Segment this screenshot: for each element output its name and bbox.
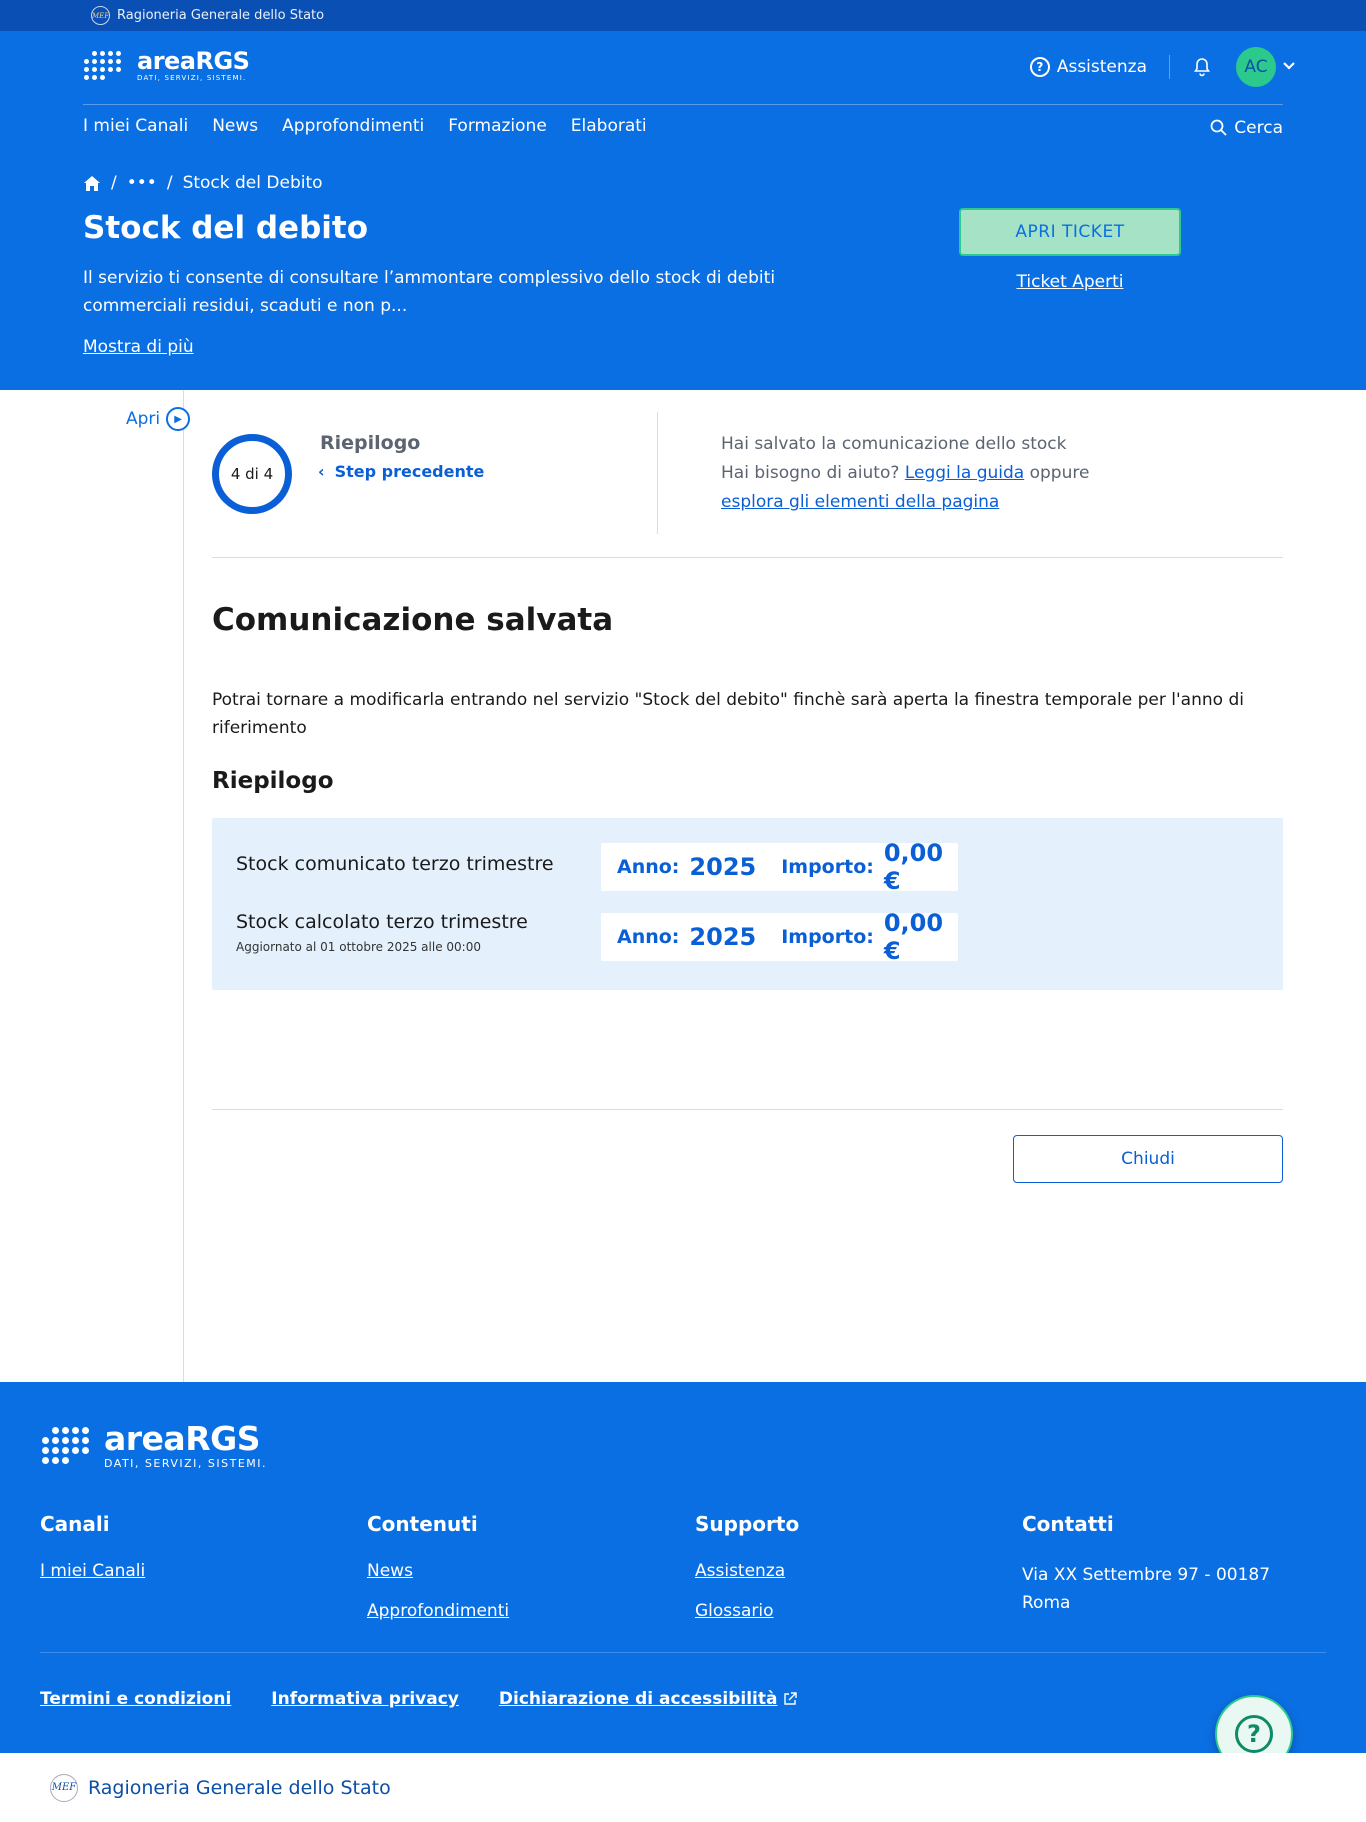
search-label: Cerca bbox=[1234, 118, 1283, 138]
step-progress-ring: 4 di 4 bbox=[212, 434, 292, 514]
anno-value: 2025 bbox=[689, 923, 757, 951]
summary-row bbox=[236, 911, 528, 954]
guide-link[interactable]: Leggi la guida bbox=[904, 463, 1025, 483]
terms-link[interactable]: Termini e condizioni bbox=[40, 1689, 232, 1709]
row-label: Stock comunicato terzo trimestre bbox=[236, 853, 554, 875]
open-ticket-button[interactable]: APRI TICKET bbox=[959, 208, 1181, 256]
footer-link-assistenza[interactable]: Assistenza bbox=[695, 1561, 786, 1581]
info-or-text: oppure bbox=[1029, 463, 1090, 483]
footer-col-title: Contatti bbox=[1022, 1512, 1114, 1536]
page-description: Il servizio ti consente di consultare l’ammontare complessivo dello stock di debiti commerciali residui, scaduti e non p... bbox=[83, 268, 776, 316]
brand-word: areaRGS bbox=[137, 47, 250, 75]
footer-col-supporto bbox=[695, 1512, 799, 1641]
main-nav bbox=[83, 116, 647, 136]
brand-logo[interactable] bbox=[83, 49, 249, 82]
summary-row bbox=[236, 853, 554, 875]
explore-page-link[interactable]: esplora gli elementi della pagina bbox=[721, 492, 1000, 512]
nav-item-canali[interactable]: I miei Canali bbox=[83, 116, 189, 136]
footer-link-canali[interactable]: I miei Canali bbox=[40, 1561, 146, 1581]
nav-item-news[interactable]: News bbox=[212, 116, 259, 136]
divider bbox=[657, 412, 658, 534]
brand-tagline: DATI, SERVIZI, SISTEMI. bbox=[104, 1457, 268, 1470]
footer-address: Via XX Settembre 97 - 00187 Roma bbox=[1022, 1565, 1271, 1613]
previous-step-button[interactable] bbox=[318, 462, 484, 481]
footer-link-glossario[interactable]: Glossario bbox=[695, 1601, 774, 1621]
close-button[interactable]: Chiudi bbox=[1013, 1135, 1283, 1183]
breadcrumb-current: Stock del Debito bbox=[182, 173, 323, 193]
footer-col-contatti bbox=[1022, 1512, 1302, 1617]
show-more-link[interactable]: Mostra di più bbox=[83, 337, 194, 357]
importo-label: Importo: bbox=[781, 926, 874, 948]
question-icon: ? bbox=[1235, 1715, 1273, 1753]
nav-item-approfondimenti[interactable]: Approfondimenti bbox=[282, 116, 425, 136]
dots-logo-icon bbox=[40, 1426, 90, 1466]
footer-logo[interactable] bbox=[40, 1419, 268, 1470]
search-button[interactable] bbox=[1210, 118, 1283, 138]
header-divider bbox=[83, 104, 1283, 105]
anno-label: Anno: bbox=[617, 926, 680, 948]
site-header bbox=[0, 31, 1366, 390]
previous-step-label: Step precedente bbox=[334, 462, 485, 481]
footer-col-contenuti bbox=[367, 1512, 509, 1641]
external-link-icon bbox=[783, 1692, 797, 1706]
home-icon[interactable] bbox=[83, 175, 101, 192]
footer-col-canali bbox=[40, 1512, 145, 1601]
footer-col-title: Contenuti bbox=[367, 1512, 478, 1536]
sidebar-border bbox=[183, 390, 184, 1382]
org-name: Ragioneria Generale dello Stato bbox=[117, 8, 325, 23]
footer-legal bbox=[40, 1689, 797, 1709]
divider bbox=[212, 557, 1283, 558]
bottom-org-name: Ragioneria Generale dello Stato bbox=[88, 1776, 391, 1799]
help-circle-icon: ? bbox=[1030, 57, 1050, 77]
info-help-text: Hai bisogno di aiuto? bbox=[721, 463, 900, 483]
bottom-bar bbox=[0, 1753, 1366, 1822]
divider bbox=[1169, 55, 1170, 79]
nav-item-formazione[interactable]: Formazione bbox=[448, 116, 547, 136]
anno-value: 2025 bbox=[689, 853, 757, 881]
breadcrumb-ellipsis[interactable]: ••• bbox=[126, 173, 157, 193]
chevron-left-icon: ‹ bbox=[318, 462, 325, 481]
mef-logo-icon: MEF bbox=[50, 1774, 78, 1802]
row-label: Stock calcolato terzo trimestre bbox=[236, 911, 528, 933]
assistenza-label: Assistenza bbox=[1056, 57, 1147, 77]
assistenza-button[interactable] bbox=[1030, 57, 1147, 77]
summary-values bbox=[601, 839, 958, 895]
sidebar-toggle[interactable] bbox=[126, 407, 190, 431]
top-bar bbox=[0, 0, 1366, 31]
summary-heading: Riepilogo bbox=[212, 768, 334, 794]
anno-label: Anno: bbox=[617, 856, 680, 878]
importo-value: 0,00 € bbox=[883, 909, 944, 965]
footer-col-title: Canali bbox=[40, 1512, 110, 1536]
summary-box bbox=[212, 818, 1283, 990]
play-circle-icon: ▶ bbox=[166, 407, 190, 431]
divider bbox=[212, 1109, 1283, 1110]
row-updated-note: Aggiornato al 01 ottobre 2025 alle 00:00 bbox=[236, 940, 481, 954]
importo-value: 0,00 € bbox=[883, 839, 944, 895]
sidebar-toggle-label: Apri bbox=[126, 409, 161, 429]
info-saved-text: Hai salvato la comunicazione dello stock bbox=[721, 434, 1067, 454]
dots-logo-icon bbox=[83, 50, 123, 82]
footer-link-approfondimenti[interactable]: Approfondimenti bbox=[367, 1601, 510, 1621]
chevron-down-icon[interactable] bbox=[1282, 59, 1296, 75]
footer-link-news[interactable]: News bbox=[367, 1561, 413, 1581]
bell-icon[interactable] bbox=[1192, 56, 1212, 78]
brand-word: areaRGS bbox=[104, 1419, 260, 1458]
step-title: Riepilogo bbox=[320, 432, 421, 454]
user-avatar[interactable]: AC bbox=[1236, 47, 1276, 87]
summary-values bbox=[601, 909, 958, 965]
info-paragraph: Potrai tornare a modificarla entrando nel servizio "Stock del debito" finchè sarà aperta la finestra temporale per l'anno di riferimento bbox=[212, 690, 1244, 738]
brand-tagline: DATI, SERVIZI, SISTEMI. bbox=[137, 74, 247, 82]
section-heading: Comunicazione salvata bbox=[212, 602, 614, 638]
accessibility-link[interactable]: Dichiarazione di accessibilità bbox=[498, 1689, 778, 1709]
mef-logo-icon: MEF bbox=[91, 6, 110, 25]
page-title: Stock del debito bbox=[83, 210, 369, 246]
importo-label: Importo: bbox=[781, 856, 874, 878]
breadcrumb: / ••• / Stock del Debito bbox=[83, 173, 323, 193]
footer-divider bbox=[40, 1652, 1326, 1653]
site-footer bbox=[0, 1382, 1366, 1753]
search-icon bbox=[1210, 119, 1228, 137]
help-info bbox=[721, 430, 1089, 517]
nav-item-elaborati[interactable]: Elaborati bbox=[570, 116, 647, 136]
footer-col-title: Supporto bbox=[695, 1512, 800, 1536]
privacy-link[interactable]: Informativa privacy bbox=[271, 1689, 459, 1709]
open-tickets-link[interactable]: Ticket Aperti bbox=[1016, 272, 1124, 292]
